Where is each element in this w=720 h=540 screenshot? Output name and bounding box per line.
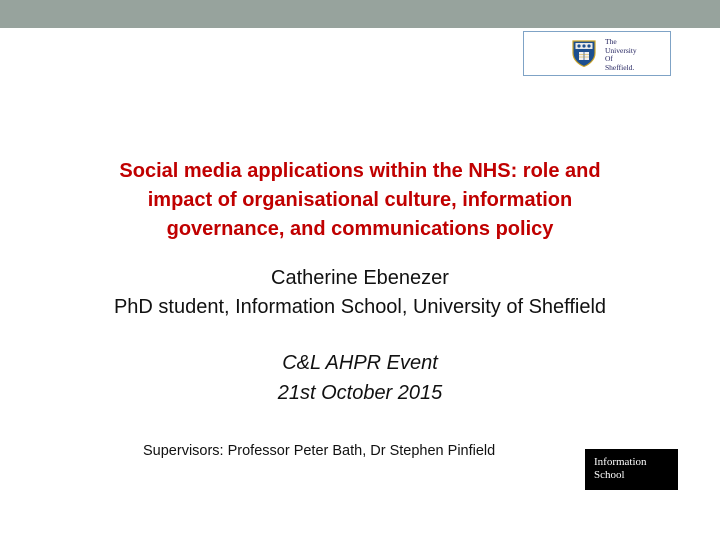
university-logo (523, 31, 671, 76)
information-school-line: School (594, 469, 625, 481)
university-shield-icon (569, 38, 599, 68)
university-name-line: The (605, 37, 617, 46)
slide-title-line: governance, and communications policy (166, 218, 554, 240)
university-name (605, 38, 637, 72)
event-name: C&L AHPR Event (282, 352, 438, 374)
slide-title (40, 157, 680, 244)
supervisors-text: Supervisors: Professor Peter Bath, Dr Stephen Pinfield (143, 443, 496, 459)
author-block (20, 264, 700, 322)
author-name: Catherine Ebenezer (271, 267, 449, 289)
slide-title-line: impact of organisational culture, information (147, 189, 573, 211)
university-name-line: University (605, 45, 637, 55)
information-school-logo (585, 449, 678, 490)
event-date: 21st October 2015 (277, 382, 443, 404)
event-block (20, 348, 700, 408)
university-name-line: Of (605, 54, 613, 64)
top-bar (0, 0, 720, 28)
information-school-line: Information (594, 456, 647, 468)
university-name-line: Sheffield. (605, 62, 635, 72)
slide-title-line: Social media applications within the NHS: role and (119, 160, 601, 182)
author-role: PhD student, Information School, University of Sheffield (113, 296, 607, 318)
